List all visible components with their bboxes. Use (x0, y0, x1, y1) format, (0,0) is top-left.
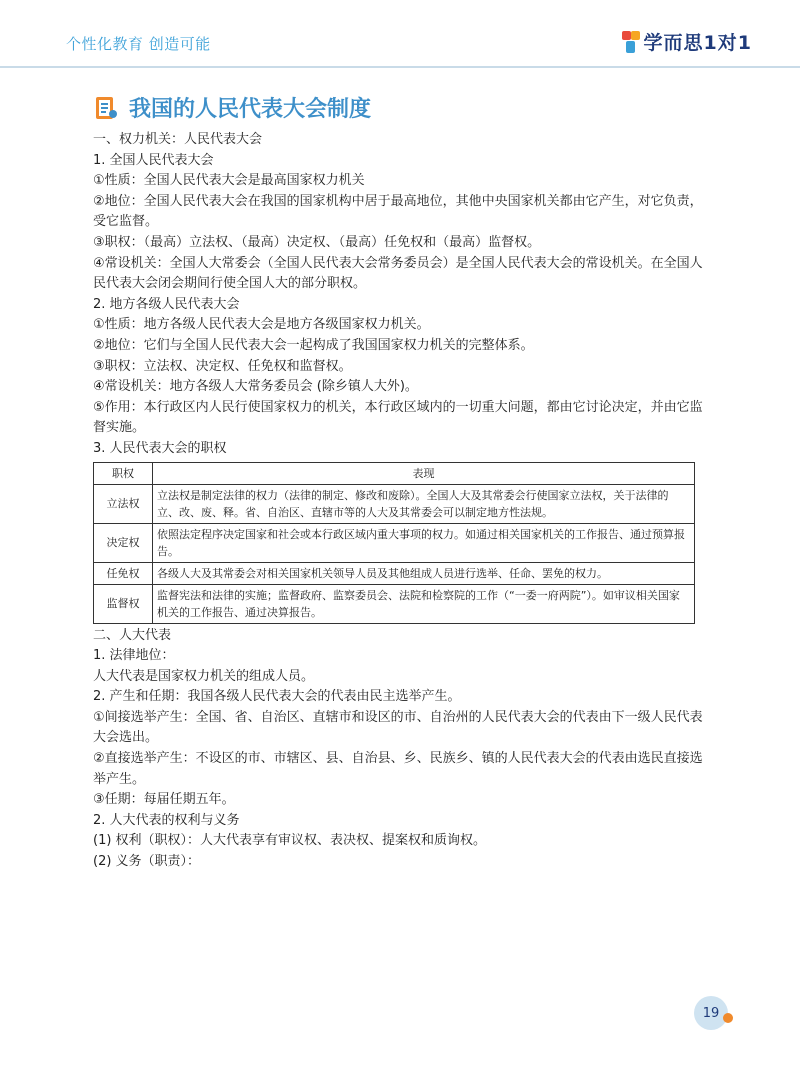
notebook-icon (93, 95, 119, 121)
title-row (93, 92, 371, 123)
subsection-heading: 2. 产生和任期：我国各级人民代表大会的代表由民主选举产生。 (93, 689, 461, 705)
table-row (94, 584, 695, 623)
list-item: ①性质：全国人民代表大会是最高国家权力机关 (93, 173, 365, 189)
list-item: ④常设机关：地方各级人大常务委员会 (除乡镇人大外)。 (93, 379, 418, 395)
page-header (0, 0, 800, 68)
brand-logo-icon (622, 31, 640, 53)
table-cell-power: 决定权 (94, 523, 153, 562)
table-row (94, 523, 695, 562)
document-body (93, 130, 703, 873)
list-item: ②地位：它们与全国人民代表大会一起构成了我国国家权力机关的完整体系。 (93, 337, 534, 353)
list-item: ②直接选举产生：不设区的市、市辖区、县、自治县、乡、民族乡、镇的人民代表大会的代表由选民直接选举产生。 (93, 751, 703, 787)
list-item: ④常设机关：全国人大常委会（全国人民代表大会常务委员会）是全国人民代表大会的常设机关。在全国人民代表大会闭会期间行使全国人大的部分职权。 (93, 255, 703, 292)
list-item: ③职权：立法权、决定权、任免权和监督权。 (93, 358, 352, 374)
list-item: ②地位：全国人民代表大会在我国的国家机构中居于最高地位，其他中央国家机关都由它产生，对它负责，受它监督。 (93, 193, 703, 230)
table-header-cell: 表现 (153, 462, 695, 484)
section-heading: 一、权力机关：人民代表大会 (93, 132, 263, 147)
section-heading: 二、人大代表 (93, 627, 172, 643)
list-item: ①性质：地方各级人民代表大会是地方各级国家权力机关。 (93, 317, 430, 333)
header-divider (0, 66, 800, 68)
table-cell-desc: 依照法定程序决定国家和社会或本行政区域内重大事项的权力。如通过相关国家机关的工作报告、通过预算报告。 (153, 523, 695, 562)
table-row (94, 484, 695, 523)
table-cell-power: 监督权 (94, 584, 153, 623)
page-number-dot (723, 1013, 733, 1023)
table-cell-power: 立法权 (94, 484, 153, 523)
page-number: 19 (694, 996, 728, 1030)
page-title: 我国的人民代表大会制度 (129, 97, 372, 122)
brand-name: 学而思1对1 (643, 32, 752, 54)
table-cell-desc: 各级人大及其常委会对相关国家机关领导人员及其他组成人员进行选举、任命、罢免的权力。 (153, 562, 695, 584)
table-cell-desc: 监督宪法和法律的实施；监督政府、监察委员会、法院和检察院的工作（“一委一府两院”）。如审议相关国家机关的工作报告、通过决算报告。 (153, 584, 695, 623)
list-item: ③任期：每届任期五年。 (93, 792, 235, 808)
list-item: (2) 义务（职责）： (93, 854, 201, 870)
table-cell-power: 任免权 (94, 562, 153, 584)
subsection-heading: 1. 法律地位： (93, 648, 175, 664)
powers-table (93, 462, 695, 624)
list-item: ①间接选举产生：全国、省、自治区、直辖市和设区的市、自治州的人民代表大会的代表由下一级人民代表大会选出。 (93, 709, 703, 746)
table-header-cell: 职权 (94, 462, 153, 484)
brand-logo (622, 28, 752, 55)
subsection-heading: 1. 全国人民代表大会 (93, 152, 214, 168)
paragraph: 人大代表是国家权力机关的组成人员。 (93, 668, 315, 684)
subsection-heading: 2. 地方各级人民代表大会 (93, 296, 240, 312)
subsection-heading: 2. 人大代表的权利与义务 (93, 812, 240, 828)
list-item: ⑤作用：本行政区内人民行使国家权力的机关，本行政区域内的一切重大问题，都由它讨论决定，并由它监督实施。 (93, 399, 703, 436)
header-slogan: 个性化教育 创造可能 (66, 35, 211, 53)
table-row (94, 562, 695, 584)
table-cell-desc: 立法权是制定法律的权力（法律的制定、修改和废除）。全国人大及其常委会行使国家立法权，关于法律的立、改、废、释。省、自治区、直辖市等的人大及其常委会可以制定地方性法规。 (153, 484, 695, 523)
table-header-row (94, 462, 695, 484)
list-item: (1) 权利（职权）：人大代表享有审议权、表决权、提案权和质询权。 (93, 833, 487, 849)
subsection-heading: 3. 人民代表大会的职权 (93, 440, 227, 456)
list-item: ③职权：（最高）立法权、（最高）决定权、（最高）任免权和（最高）监督权。 (93, 234, 541, 250)
